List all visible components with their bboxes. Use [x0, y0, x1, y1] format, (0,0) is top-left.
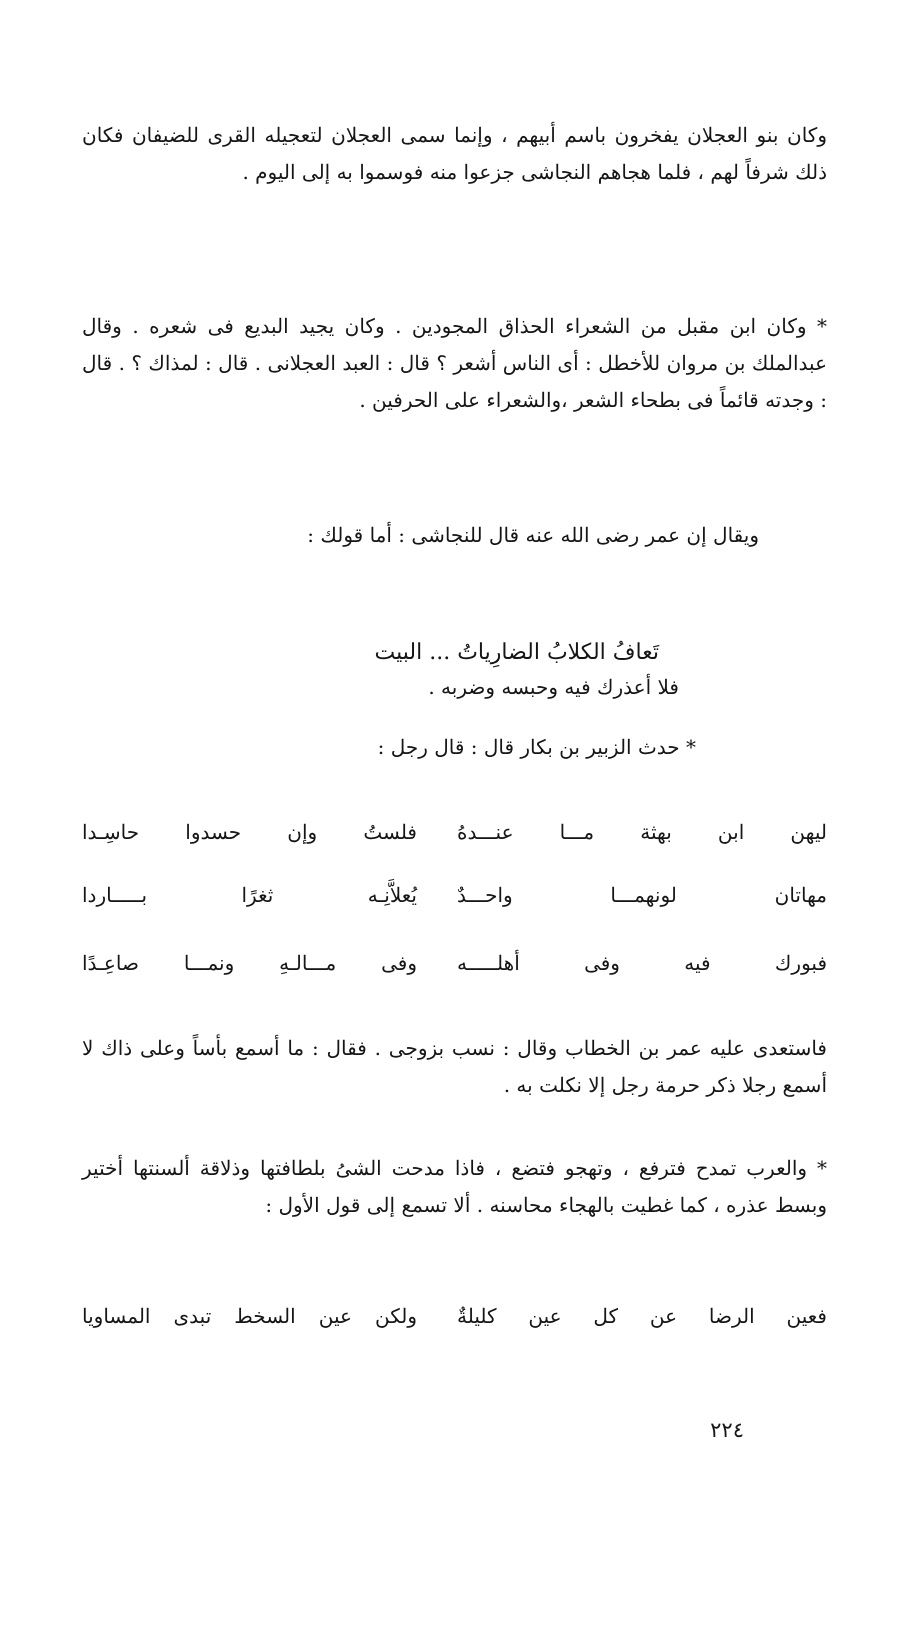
paragraph-umar-complaint: فاستعدى عليه عمر بن الخطاب وقال : نسب بزوجى . فقال : ما أسمع بأساً وعلى ذاك لا أسمع رجلا ذكر حرمة رجل إلا نكلت به .: [82, 1036, 827, 1097]
verse-hemistich-first: مهاتان لونهمـــا واحـــدٌ: [457, 883, 827, 907]
paragraph-bani-ajlan: وكان بنو العجلان يفخرون باسم أبيهم ، وإنما سمى العجلان لتعجيله القرى للضيفان فكان ذلك شرفاً لهم ، فلما هجاهم النجاشى جزعوا منه فوسموا به إلى اليوم .: [82, 123, 827, 184]
verse-hemistich-first: فعين الرضا عن كل عين كليلةٌ: [457, 1304, 827, 1328]
verse-hemistich-second: ولكن عين السخط تبدى المساويا: [82, 1304, 417, 1328]
paragraph-zubair: * حدث الزبير بن بكار قال : قال رجل :: [377, 735, 696, 759]
paragraph-punishment: فلا أعذرك فيه وحبسه وضربه .: [428, 675, 679, 699]
poem-verse: [82, 1296, 827, 1336]
paragraph-umar-najashi: ويقال إن عمر رضى الله عنه قال للنجاشى : أما قولك :: [307, 523, 759, 547]
verse-hemistich-second: يُعلاَّنِـه ثغرًا بـــــاردا: [82, 883, 417, 907]
page-number: ٢٢٤: [710, 1418, 744, 1442]
verse-hemistich-first: ليهن ابن بهثة مـــا عنـــدهُ: [457, 820, 827, 844]
paragraph-praise-satire: * والعرب تمدح فترفع ، وتهجو فتضع ، فاذا مدحت الشىُ بلطافتها وذلاقة ألسنتها أختير وبسط عذره ، كما غطيت بالهجاء محاسنه . ألا تسمع إلى قول الأول :: [82, 1156, 827, 1217]
poem-verse: [82, 812, 827, 852]
verse-hemistich-first: فبورك فيه وفى أهلـــــه: [457, 951, 827, 975]
verse-hemistich-second: فلستُ وإن حسدوا حاسِـدا: [82, 820, 417, 844]
verse-quote: تَعافُ الكلابُ الضارِياتُ ... البيت: [374, 640, 659, 665]
poem-verse: [82, 875, 827, 915]
paragraph-ibn-muqbil: * وكان ابن مقبل من الشعراء الحذاق المجودين . وكان يجيد البديع فى شعره . وقال عبدالملك بن مروان للأخطل : أى الناس أشعر ؟ قال : العبد العجلانى . قال : لمذاك ؟ . قال : وجدته قائماً فى بطحاء الشعر ،والشعراء على الحرفين .: [82, 314, 827, 412]
poem-verse: [82, 943, 827, 983]
verse-hemistich-second: وفى مـــالـهِ ونمـــا صاعِـدًا: [82, 951, 417, 975]
